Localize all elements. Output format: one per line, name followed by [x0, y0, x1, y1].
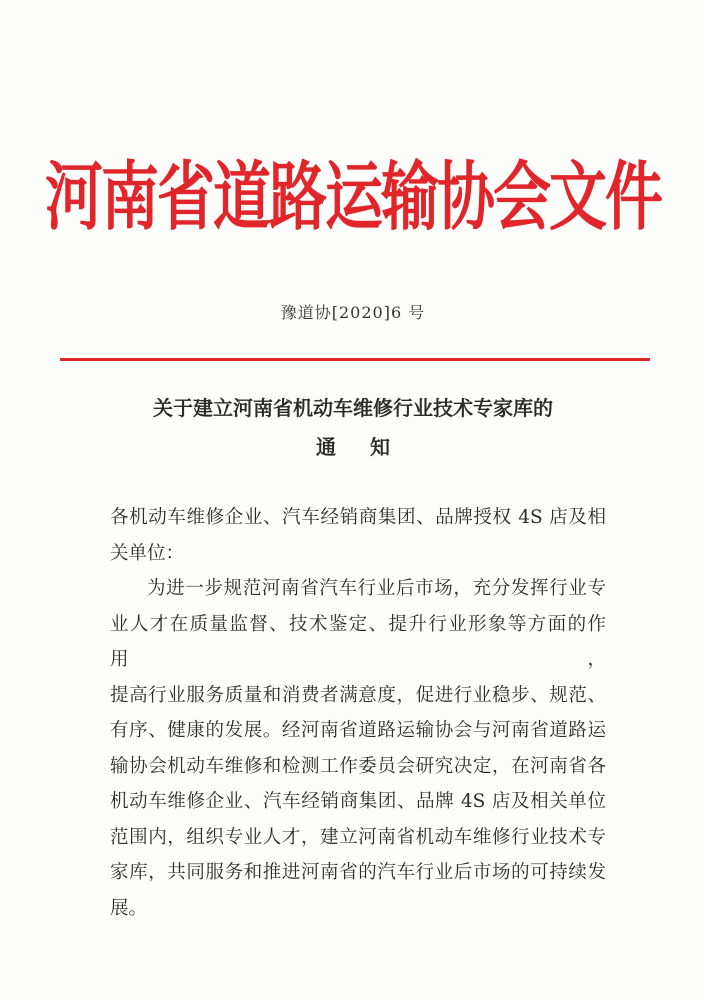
paragraph-line: 家库，共同服务和推进河南省的汽车行业后市场的可持续发: [110, 862, 606, 883]
salutation-line-2: 关单位：: [110, 542, 185, 564]
notice-title-line-1: 关于建立河南省机动车维修行业技术专家库的: [153, 396, 553, 420]
paragraph-line: 为进一步规范河南省汽车行业后市场，充分发挥行业专: [147, 578, 606, 599]
notice-title-line-2: 通知: [316, 435, 424, 459]
paragraph-line: 业人才在质量监督、技术鉴定、提升行业形象等方面的作用，: [110, 613, 606, 670]
paragraph-line: 范围内，组织专业人才，建立河南省机动车维修行业技术专: [110, 826, 606, 848]
salutation-line-1: 各机动车维修企业、汽车经销商集团、品牌授权 4S 店及相: [110, 507, 606, 528]
red-divider-line: [60, 358, 650, 361]
paragraph-line: 提高行业服务质量和消费者满意度，促进行业稳步、规范、: [110, 684, 606, 706]
paragraph-line: 展。: [110, 897, 148, 919]
paragraph-line: 机动车维修企业、汽车经销商集团、品牌 4S 店及相关单位: [110, 791, 606, 812]
document-number: 豫道协[2020]6 号: [280, 303, 426, 322]
paragraph-line: 有序、健康的发展。经河南省道路运输协会与河南省道路运: [110, 720, 606, 741]
body-paragraph: [110, 571, 606, 926]
paragraph-line: 输协会机动车维修和检测工作委员会研究决定，在河南省各: [110, 755, 606, 777]
org-file-title: 河南省道路运输协会文件: [44, 153, 661, 241]
salutation: [110, 500, 606, 571]
